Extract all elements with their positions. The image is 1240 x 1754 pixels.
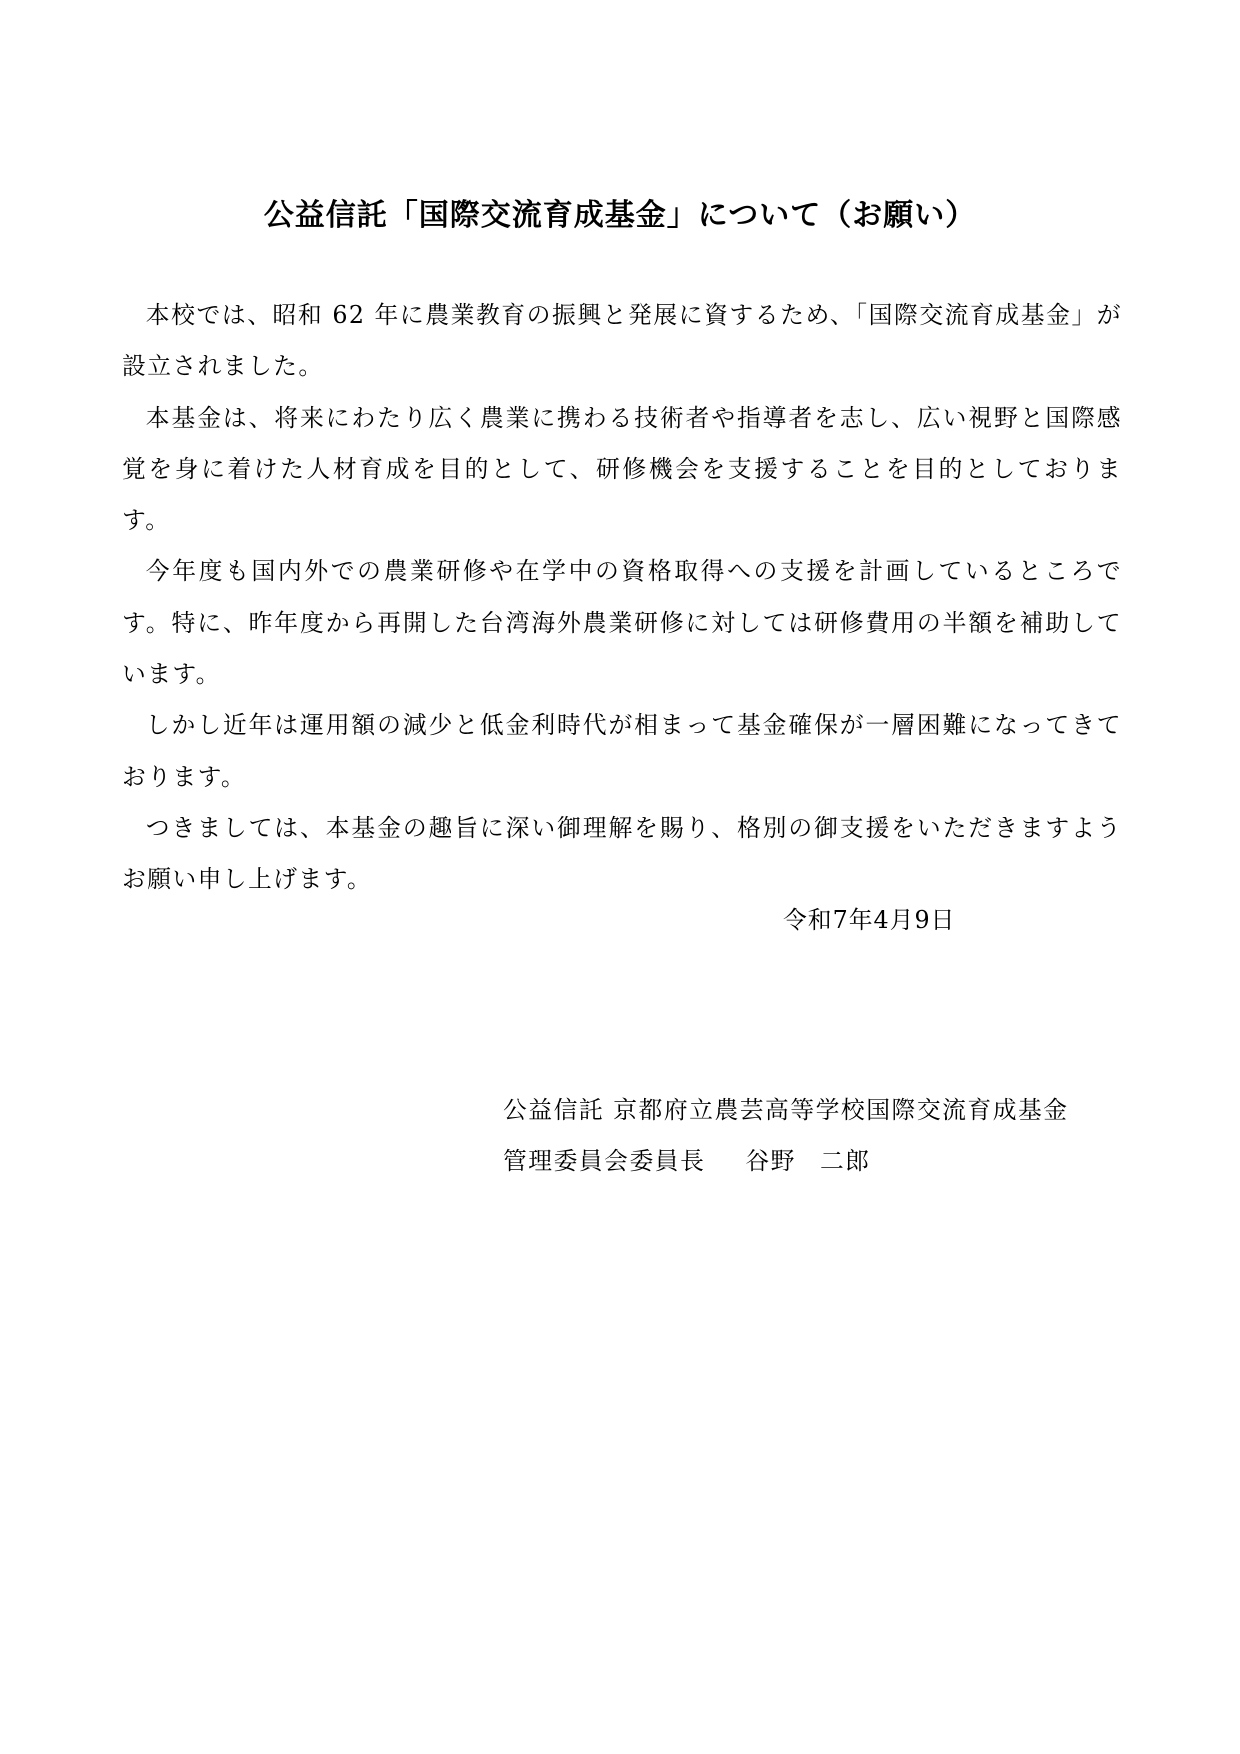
signature-position: 管理委員会委員長 (503, 1147, 706, 1175)
body-paragraph: 本基金は、将来にわたり広く農業に携わる技術者や指導者を志し、広い視野と国際感覚を身に着けた人材育成を目的として、研修機会を支援することを目的としております。 (122, 403, 1122, 535)
signature-block (503, 1085, 1069, 1187)
body-paragraph: 本校では、昭和 62 年に農業教育の振興と発展に資するため、「国際交流育成基金」が設立されました。 (122, 301, 1122, 381)
body-paragraph: 今年度も国内外での農業研修や在学中の資格取得への支援を計画しているところです。特に、昨年度から再開した台湾海外農業研修に対しては研修費用の半額を補助しています。 (122, 557, 1122, 689)
document-body (122, 290, 1122, 906)
signature-line (503, 1136, 1069, 1187)
signature-family-name: 谷野 (745, 1147, 796, 1175)
body-paragraph: しかし近年は運用額の減少と低金利時代が相まって基金確保が一層困難になってきております。 (122, 711, 1122, 791)
signature-given-name: 二郎 (819, 1147, 871, 1175)
document-date: 令和7年4月9日 (783, 906, 956, 934)
signature-organization: 公益信託 京都府立農芸高等学校国際交流育成基金 (503, 1096, 1069, 1124)
document-title: 公益信託「国際交流育成基金」について（お願い） (263, 198, 977, 233)
body-paragraph: つきましては、本基金の趣旨に深い御理解を賜り、格別の御支援をいただきますようお願い申し上げます。 (122, 813, 1122, 894)
